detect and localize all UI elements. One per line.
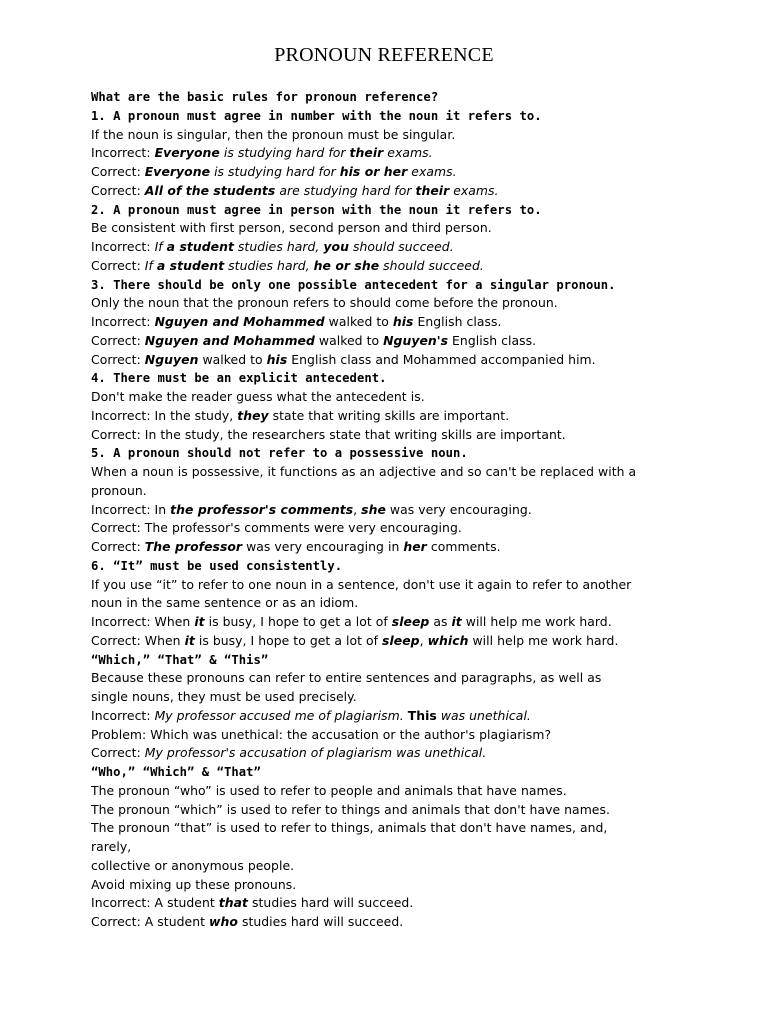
text-line xyxy=(91,294,691,313)
emphasized-text-run: a student xyxy=(166,239,234,254)
text-line xyxy=(91,126,691,145)
emphasized-text-run: that xyxy=(218,895,249,911)
text-run: Incorrect: In xyxy=(91,501,171,517)
text-run: Only the noun that the pronoun refers to should come before the pronoun. xyxy=(91,295,558,311)
text-run: 1. A pronoun must agree in number with the noun it refers to. xyxy=(91,108,542,123)
text-run: Correct: xyxy=(91,332,145,348)
text-line xyxy=(91,876,691,895)
section-heading xyxy=(91,369,691,388)
text-run: as xyxy=(429,614,452,629)
text-line xyxy=(91,501,691,520)
text-line xyxy=(91,351,691,370)
text-run: Incorrect: xyxy=(91,239,155,254)
text-run: studies hard will succeed. xyxy=(248,895,414,911)
emphasized-text-run: his xyxy=(392,314,414,329)
emphasized-text-run: a student xyxy=(156,257,225,273)
text-run: The pronoun “that” is used to refer to things, animals that don't have names, and, xyxy=(91,820,608,836)
emphasized-text-run: Nguyen xyxy=(144,351,199,367)
text-run: 5. A pronoun should not refer to a possessive noun. xyxy=(91,446,468,461)
text-line xyxy=(91,801,691,820)
section-heading xyxy=(91,276,691,295)
emphasized-text-run: was unethical. xyxy=(436,707,531,723)
emphasized-text-run: is studying hard for xyxy=(210,164,340,179)
text-line xyxy=(91,726,691,745)
text-run: Incorrect: In the study, xyxy=(91,407,238,423)
section-heading xyxy=(91,88,691,107)
emphasized-text-run: exams. xyxy=(407,164,457,179)
text-run: “Who,” “Which” & “That” xyxy=(91,765,261,779)
text-run: Problem: Which was unethical: the accusation or the author's plagiarism? xyxy=(91,726,552,742)
emphasized-text-run: they xyxy=(237,407,269,423)
text-run: What are the basic rules for pronoun reference? xyxy=(91,90,439,104)
text-run: is busy, I hope to get a lot of xyxy=(194,632,383,648)
text-run: Be consistent with first person, second person and third person. xyxy=(91,220,492,236)
text-run: Correct: xyxy=(91,351,145,367)
text-run: Correct: A student xyxy=(91,914,210,929)
text-run: When a noun is possessive, it functions as an adjective and so can't be replaced with a xyxy=(91,464,637,479)
text-run: , xyxy=(353,501,362,517)
text-line xyxy=(91,782,691,801)
text-line xyxy=(91,163,691,182)
text-run: English class and Mohammed accompanied him. xyxy=(287,351,596,367)
text-run: Incorrect: When xyxy=(91,614,195,629)
emphasized-text-run: studies hard, xyxy=(224,257,314,273)
text-line xyxy=(91,332,691,351)
text-run: The pronoun “which” is used to refer to things and animals that don't have names. xyxy=(91,801,610,817)
emphasized-text-run: exams. xyxy=(383,145,433,161)
text-line xyxy=(91,744,691,763)
text-run: English class. xyxy=(413,314,502,329)
text-run: collective or anonymous people. xyxy=(91,857,295,873)
text-run: 2. A pronoun must agree in person with the noun it refers to. xyxy=(91,202,542,217)
text-line xyxy=(91,388,691,407)
text-line xyxy=(91,182,691,201)
text-run: comments. xyxy=(426,539,501,554)
text-run: walked to xyxy=(324,314,393,329)
emphasized-text-run: are studying hard for xyxy=(275,182,416,198)
section-heading xyxy=(91,557,691,576)
text-run: Correct: xyxy=(91,539,145,554)
section-heading xyxy=(91,201,691,220)
text-run: Correct: xyxy=(91,182,145,198)
text-run: 4. There must be an explicit antecedent. xyxy=(91,371,387,386)
emphasized-text-run: If xyxy=(144,257,157,273)
section-heading xyxy=(91,107,691,126)
text-run: If the noun is singular, then the pronoun must be singular. xyxy=(91,126,456,142)
text-line xyxy=(91,838,691,857)
text-run: will help me work hard. xyxy=(461,614,612,629)
text-run: English class. xyxy=(448,332,537,348)
text-run: will help me work hard. xyxy=(468,632,619,648)
emphasized-text-run: his xyxy=(266,351,288,367)
emphasized-text-run: My professor accused me of plagiarism. xyxy=(154,707,408,723)
text-line xyxy=(91,913,691,932)
text-line xyxy=(91,576,691,595)
emphasized-text-run: Nguyen and Mohammed xyxy=(144,332,315,348)
text-run: Because these pronouns can refer to entire sentences and paragraphs, as well as xyxy=(91,670,602,686)
text-run: 3. There should be only one possible antecedent for a singular pronoun. xyxy=(91,277,616,292)
text-line xyxy=(91,632,691,651)
emphasized-text-run: it xyxy=(194,614,205,629)
emphasized-text-run: which xyxy=(427,632,469,648)
emphasized-text-run: their xyxy=(415,182,450,198)
text-run: single nouns, they must be used precisely. xyxy=(91,689,357,704)
text-run: Correct: The professor's comments were very encouraging. xyxy=(91,520,462,536)
text-line xyxy=(91,519,691,538)
text-line xyxy=(91,857,691,876)
emphasized-text-run: is studying hard for xyxy=(219,145,350,161)
emphasized-text-run: should succeed. xyxy=(348,239,454,254)
text-run: Correct: xyxy=(91,745,145,761)
emphasized-text-run: her xyxy=(403,539,427,554)
text-line xyxy=(91,613,691,632)
emphasized-text-run: you xyxy=(323,239,349,254)
text-line xyxy=(91,538,691,557)
section-heading xyxy=(91,763,691,782)
text-line xyxy=(91,426,691,445)
text-run: walked to xyxy=(314,332,384,348)
emphasized-text-run: Everyone xyxy=(144,164,211,179)
emphasized-text-run: it xyxy=(184,632,195,648)
text-run: Incorrect: xyxy=(91,314,155,329)
text-line xyxy=(91,407,691,426)
text-line xyxy=(91,219,691,238)
text-run: was very encouraging in xyxy=(242,539,404,554)
text-run: , xyxy=(419,632,428,648)
text-run: Correct: In the study, the researchers state that writing skills are important. xyxy=(91,426,566,442)
text-line xyxy=(91,144,691,163)
text-run: Incorrect: A student xyxy=(91,895,219,911)
emphasized-text-run: Everyone xyxy=(154,145,220,161)
emphasized-text-run: The professor xyxy=(144,539,243,554)
text-run: Correct: When xyxy=(91,632,185,648)
text-line xyxy=(91,594,691,613)
emphasized-text-run: his or her xyxy=(339,164,408,179)
text-run: was very encouraging. xyxy=(385,501,532,517)
text-run: Correct: xyxy=(91,164,145,179)
emphasized-text-run: sleep xyxy=(391,614,430,629)
emphasized-text-run: their xyxy=(349,145,384,161)
text-line xyxy=(91,894,691,913)
emphasized-text-run: who xyxy=(209,914,238,929)
emphasized-text-run: This xyxy=(407,707,437,723)
emphasized-text-run: sleep xyxy=(382,632,420,648)
text-line xyxy=(91,463,691,482)
text-run: 6. “It” must be used consistently. xyxy=(91,558,343,573)
text-line xyxy=(91,688,691,707)
emphasized-text-run: If xyxy=(154,239,167,254)
text-run: rarely, xyxy=(91,839,132,854)
text-line xyxy=(91,707,691,726)
emphasized-text-run: My professor's accusation of plagiarism was unethical. xyxy=(144,745,487,761)
text-run: studies hard will succeed. xyxy=(237,914,404,929)
text-run: Correct: xyxy=(91,257,145,273)
text-run: noun in the same sentence or as an idiom. xyxy=(91,595,359,611)
text-line xyxy=(91,819,691,838)
text-run: state that writing skills are important. xyxy=(268,407,510,423)
text-run: “Which,” “That” & “This” xyxy=(91,652,269,667)
emphasized-text-run: she xyxy=(361,501,386,517)
text-line xyxy=(91,669,691,688)
text-run: Don't make the reader guess what the antecedent is. xyxy=(91,389,425,404)
section-heading xyxy=(91,651,691,670)
emphasized-text-run: exams. xyxy=(449,182,499,198)
text-run: Incorrect: xyxy=(91,145,155,161)
page-title: PRONOUN REFERENCE xyxy=(274,44,494,66)
emphasized-text-run: the professor's comments xyxy=(170,501,354,517)
text-run: The pronoun “who” is used to refer to people and animals that have names. xyxy=(91,782,567,798)
emphasized-text-run: All of the students xyxy=(144,182,276,198)
text-run: is busy, I hope to get a lot of xyxy=(204,614,392,629)
emphasized-text-run: should succeed. xyxy=(379,257,484,273)
text-run: If you use “it” to refer to one noun in a sentence, don't use it again to refer to another xyxy=(91,576,632,592)
text-line xyxy=(91,313,691,332)
emphasized-text-run: studies hard, xyxy=(233,239,324,254)
emphasized-text-run: it xyxy=(451,614,462,629)
emphasized-text-run: Nguyen and Mohammed xyxy=(154,314,325,329)
text-run: Avoid mixing up these pronouns. xyxy=(91,876,297,892)
text-run: walked to xyxy=(198,351,267,367)
text-run: pronoun. xyxy=(91,482,147,498)
emphasized-text-run: Nguyen's xyxy=(383,332,449,348)
text-line xyxy=(91,257,691,276)
section-heading xyxy=(91,444,691,463)
text-line xyxy=(91,482,691,501)
text-run: Incorrect: xyxy=(91,707,155,723)
text-line xyxy=(91,238,691,257)
document-body xyxy=(91,88,691,932)
emphasized-text-run: he or she xyxy=(313,257,380,273)
